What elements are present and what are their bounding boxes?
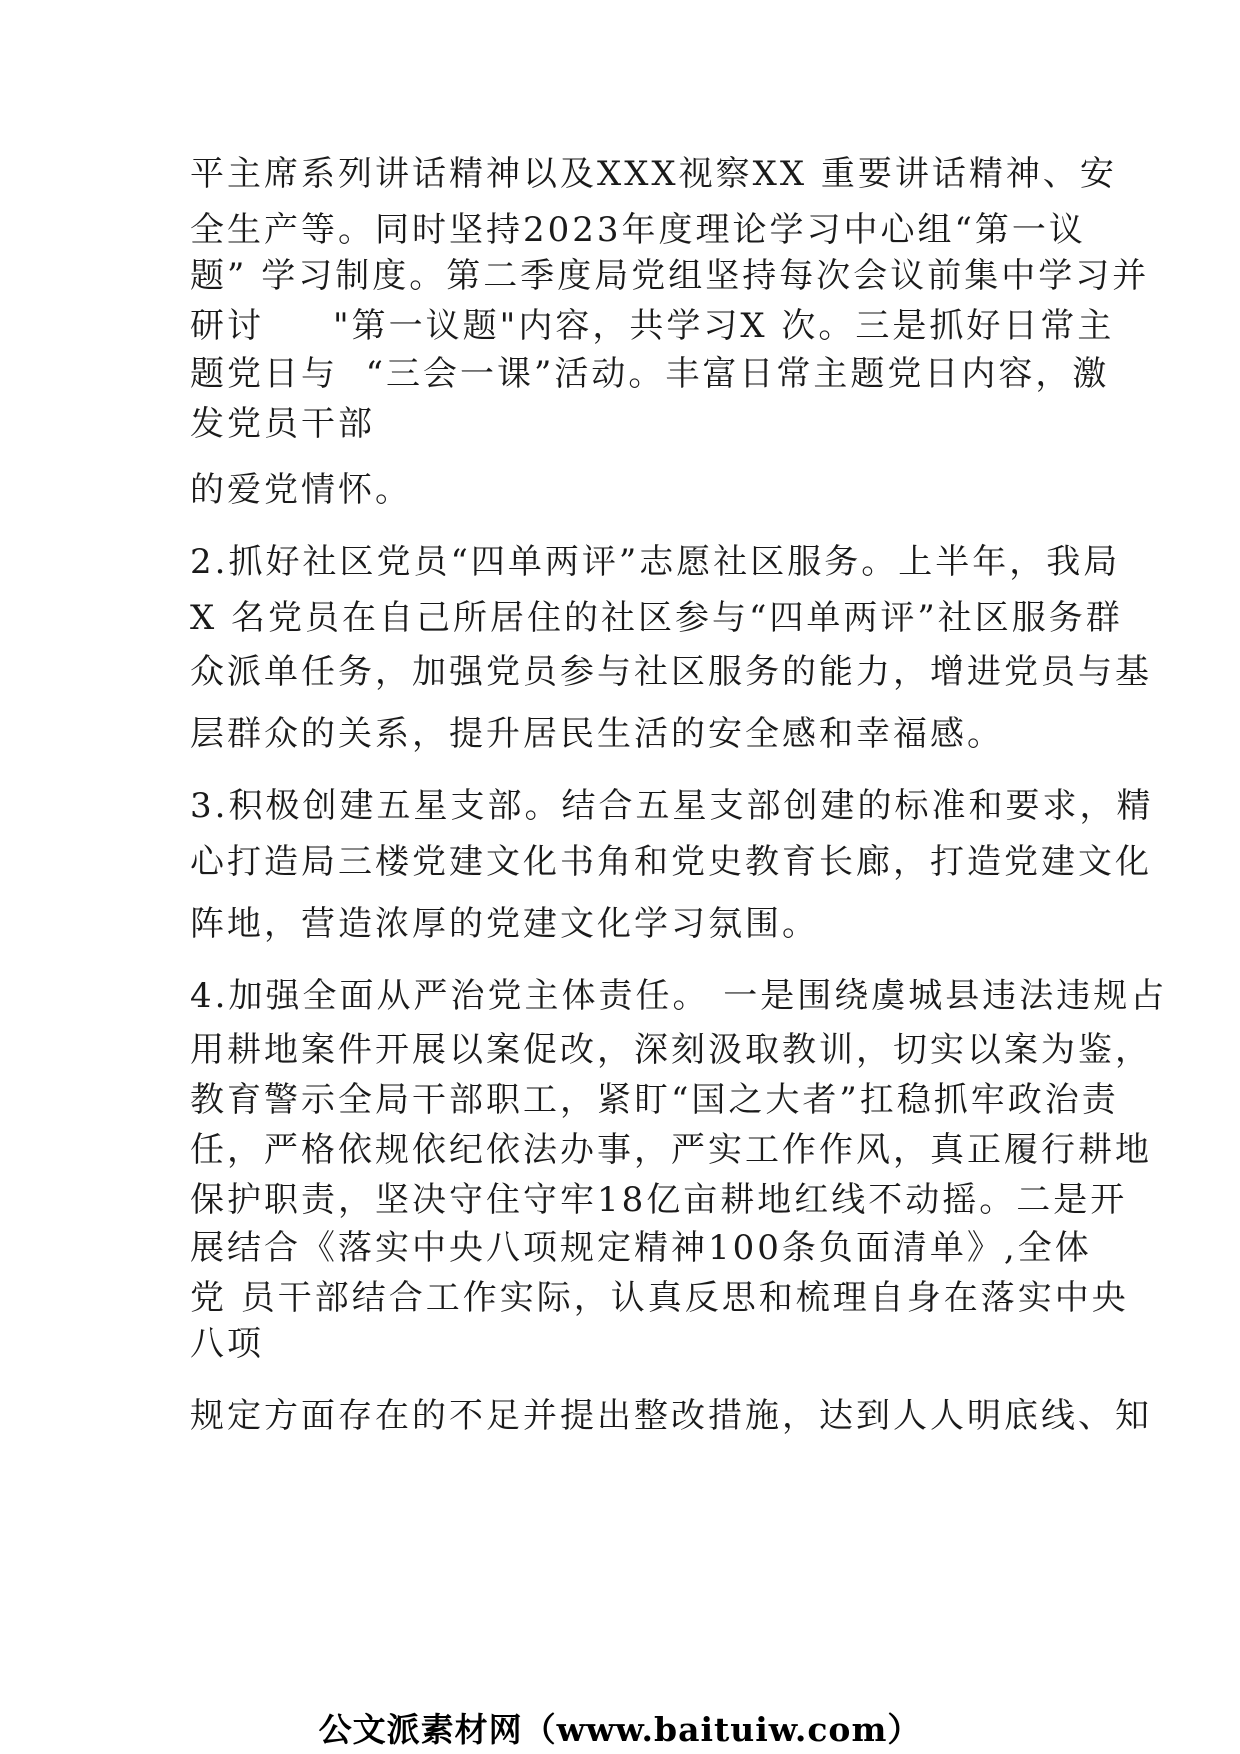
text-line: 阵地，营造浓厚的党建文化学习氛围。 xyxy=(190,904,819,944)
text-line: 平主席系列讲话精神以及XXX视察XX 重要讲话精神、安 xyxy=(190,154,1117,194)
text-line: 3.积极创建五星支部。结合五星支部创建的标准和要求，精 xyxy=(190,786,1154,826)
text-line: 展结合《落实中央八项规定精神100条负面清单》,全体 xyxy=(190,1228,1092,1268)
text-line: 用耕地案件开展以案促改，深刻汲取教训，切实以案为鉴， xyxy=(190,1030,1152,1070)
text-line: 的爱党情怀。 xyxy=(190,470,412,510)
text-line: 题” 学习制度。第二季度局党组坚持每次会议前集中学习并 xyxy=(190,256,1150,296)
footer-watermark: 公文派素材网（www.baituiw.com） xyxy=(318,1710,922,1749)
text-line: 八项 xyxy=(190,1324,264,1364)
text-line: 党 员干部结合工作实际，认真反思和梳理自身在落实中央 xyxy=(190,1278,1129,1318)
text-line: X 名党员在自己所居住的社区参与“四单两评”社区服务群 xyxy=(190,598,1123,638)
text-line: 教育警示全局干部职工，紧盯“国之大者”扛稳抓牢政治责 xyxy=(190,1080,1119,1120)
text-line: 规定方面存在的不足并提出整改措施，达到人人明底线、知 xyxy=(190,1396,1152,1436)
text-line: 研讨 "第一议题"内容，共学习X 次。三是抓好日常主 xyxy=(190,306,1115,346)
text-line: 保护职责，坚决守住守牢18亿亩耕地红线不动摇。二是开 xyxy=(190,1180,1128,1220)
text-line: 任，严格依规依纪依法办事，严实工作作风，真正履行耕地 xyxy=(190,1130,1152,1170)
text-line: 层群众的关系，提升居民生活的安全感和幸福感。 xyxy=(190,714,1004,754)
text-line: 发党员干部 xyxy=(190,404,375,444)
text-line: 心打造局三楼党建文化书角和党史教育长廊，打造党建文化 xyxy=(190,842,1152,882)
text-line: 题党日与 “三会一课”活动。丰富日常主题党日内容，激 xyxy=(190,354,1110,394)
text-line: 全生产等。同时坚持2023年度理论学习中心组“第一议 xyxy=(190,210,1086,250)
text-line: 2.抓好社区党员“四单两评”志愿社区服务。上半年，我局 xyxy=(190,542,1121,582)
text-line: 4.加强全面从严治党主体责任。 一是围绕虞城县违法违规占 xyxy=(190,976,1168,1016)
text-line: 众派单任务，加强党员参与社区服务的能力，增进党员与基 xyxy=(190,652,1152,692)
